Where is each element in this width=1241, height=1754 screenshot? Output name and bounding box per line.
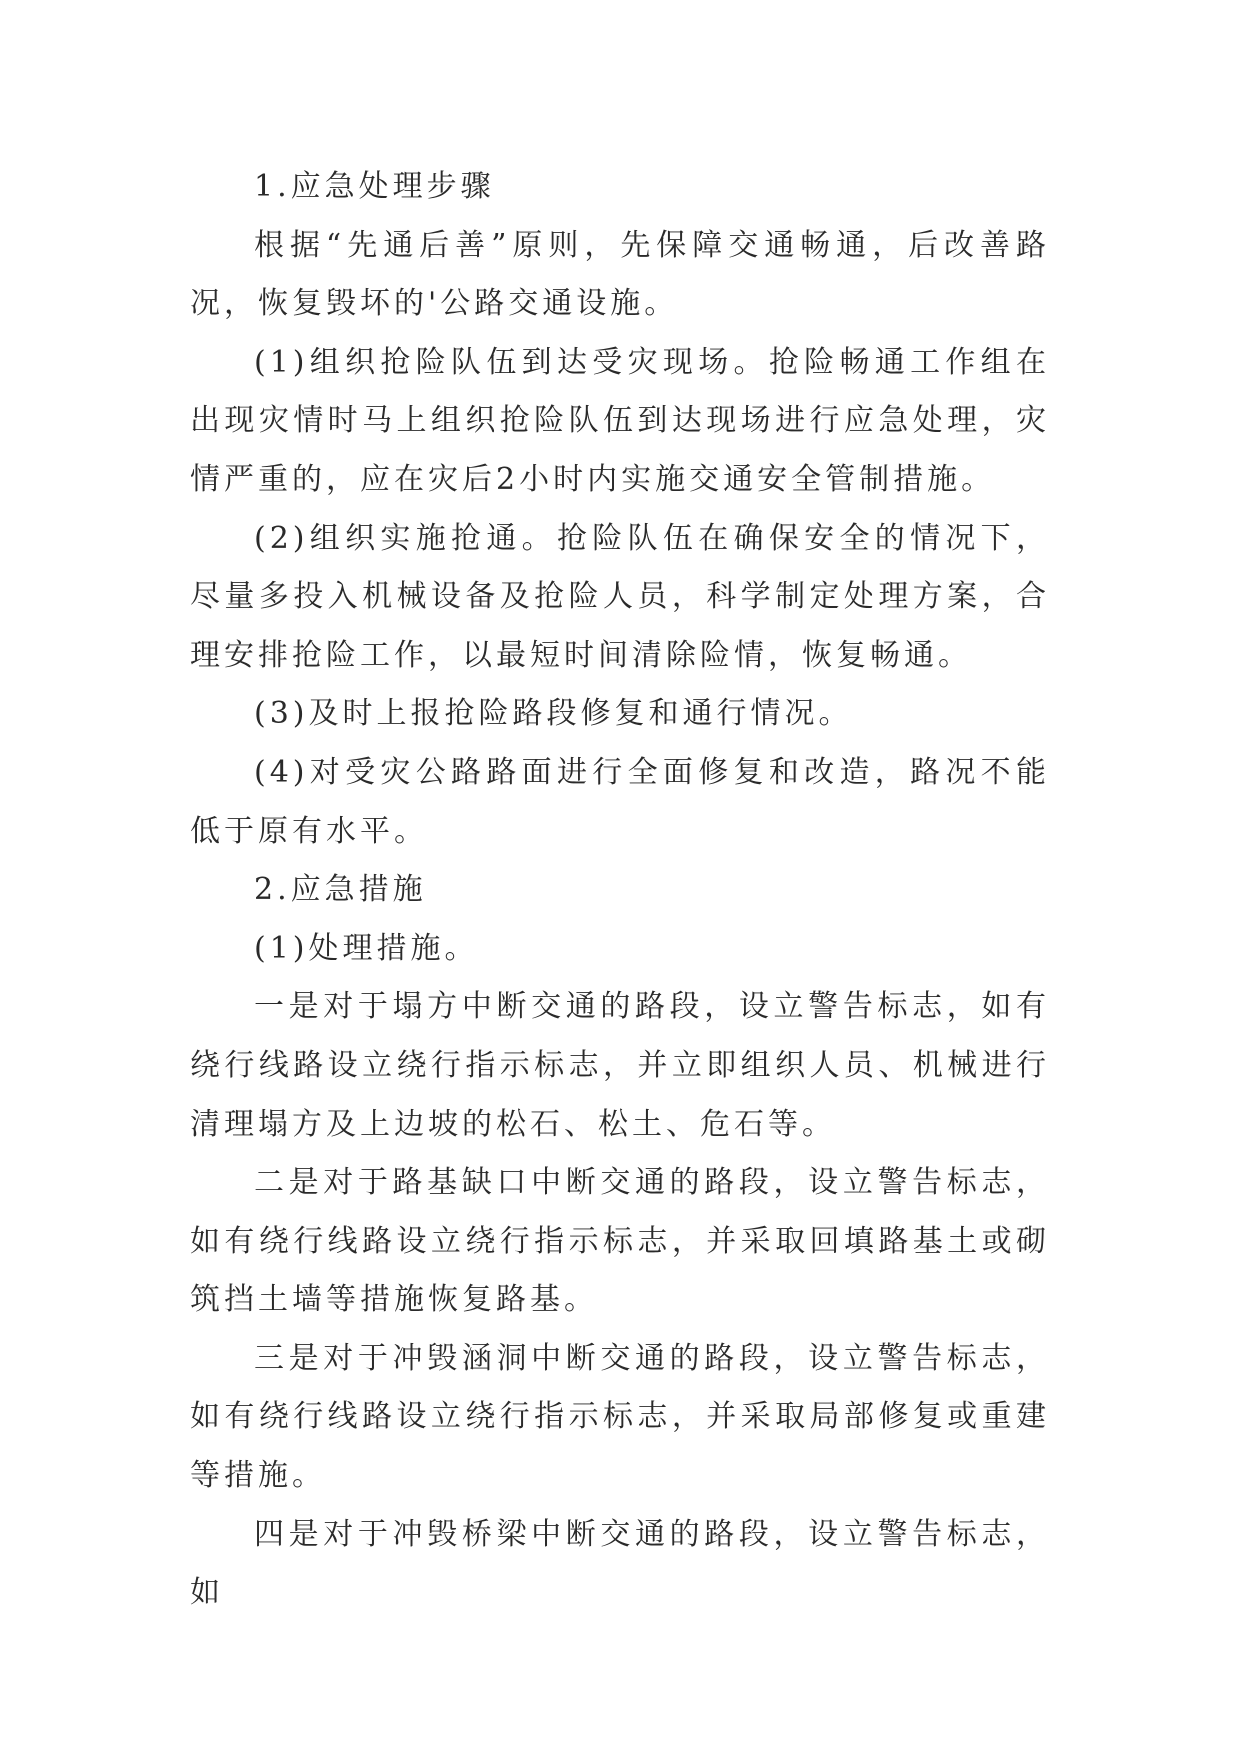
paragraph-step-1: (1)组织抢险队伍到达受灾现场。抢险畅通工作组在出现灾情时马上组织抢险队伍到达现场进行应急处理，灾情严重的，应在灾后2小时内实施交通安全管制措施。 bbox=[190, 344, 1050, 497]
paragraph-step-3: (3)及时上报抢险路段修复和通行情况。 bbox=[254, 696, 853, 732]
paragraph-measures-1: (1)处理措施。 bbox=[254, 930, 479, 966]
paragraph-roadbed-gap: 二是对于路基缺口中断交通的路段，设立警告标志，如有绕行线路设立绕行指示标志，并采取回填路基土或砌筑挡土墙等措施恢复路基。 bbox=[190, 1165, 1050, 1318]
paragraph-bridge: 四是对于冲毁桥梁中断交通的路段，设立警告标志，如 bbox=[190, 1516, 1050, 1611]
paragraph-step-4: (4)对受灾公路路面进行全面修复和改造，路况不能低于原有水平。 bbox=[190, 754, 1050, 849]
section-heading-emergency-measures: 2.应急措施 bbox=[254, 872, 427, 908]
document-body bbox=[190, 158, 1050, 1623]
section-heading-emergency-steps: 1.应急处理步骤 bbox=[254, 169, 495, 204]
paragraph-principle: 根据“先通后善”原则，先保障交通畅通，后改善路况，恢复毁坏的'公路交通设施。 bbox=[190, 227, 1050, 322]
paragraph-step-2: (2)组织实施抢通。抢险队伍在确保安全的情况下，尽量多投入机械设备及抢险人员，科学制定处理方案，合理安排抢险工作，以最短时间清除险情，恢复畅通。 bbox=[190, 520, 1050, 673]
paragraph-landslide: 一是对于塌方中断交通的路段，设立警告标志，如有绕行线路设立绕行指示标志，并立即组织人员、机械进行清理塌方及上边坡的松石、松土、危石等。 bbox=[190, 989, 1050, 1142]
paragraph-culvert: 三是对于冲毁涵洞中断交通的路段，设立警告标志，如有绕行线路设立绕行指示标志，并采取局部修复或重建等措施。 bbox=[190, 1340, 1050, 1494]
